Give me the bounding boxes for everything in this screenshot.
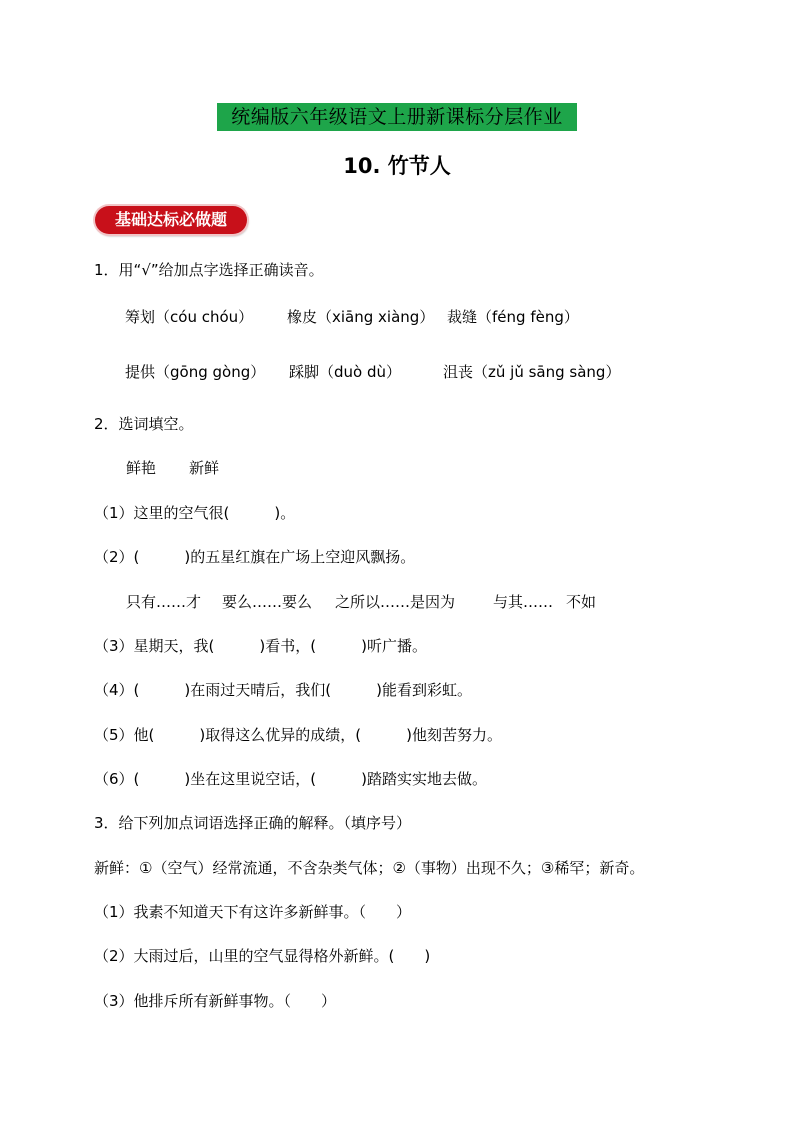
question-2-stem: 2．选词填空。 <box>94 415 194 433</box>
word-choice: 鲜艳 <box>126 459 157 477</box>
fill-blank-line: （4）( )在雨过天晴后，我们( )能看到彩虹。 <box>94 681 472 699</box>
lesson-title: 10. 竹节人 <box>343 154 451 178</box>
fill-blank-line: （1）我素不知道天下有这许多新鲜事。（ ） <box>94 903 412 921</box>
word-choice: 不如 <box>566 593 597 611</box>
pronunciation-item <box>289 361 401 383</box>
series-title: 统编版六年级语文上册新课标分层作业 <box>217 103 577 131</box>
item-pinyin: （xiāng xiàng） <box>317 308 435 326</box>
word-choice: 新鲜 <box>189 459 220 477</box>
pronunciation-item <box>125 306 253 328</box>
question-1-stem: 1．用“√”给加点字选择正确读音。 <box>94 261 324 279</box>
item-word: 筹划 <box>125 308 156 326</box>
item-word: 裁缝 <box>447 308 478 326</box>
item-pinyin: （féng fèng） <box>477 308 579 326</box>
item-word: 橡皮 <box>287 308 318 326</box>
word-choice: 要么……要么 <box>222 593 313 611</box>
definition-line: 新鲜：①（空气）经常流通，不含杂类气体；②（事物）出现不久；③稀罕；新奇。 <box>94 859 645 877</box>
pronunciation-item <box>443 361 620 383</box>
section-badge: 基础达标必做题 <box>95 206 247 234</box>
question-3-stem: 3．给下列加点词语选择正确的解释。（填序号） <box>94 814 412 832</box>
pronunciation-item <box>447 306 579 328</box>
fill-blank-line: （3）他排斥所有新鲜事物。（ ） <box>94 992 337 1010</box>
fill-blank-line: （1）这里的空气很( )。 <box>94 504 296 522</box>
fill-blank-line: （3）星期天，我( )看书，( )听广播。 <box>94 637 427 655</box>
item-pinyin: （duò dù） <box>319 363 402 381</box>
item-word: 踩脚 <box>289 363 320 381</box>
item-pinyin: （zǔ jǔ sāng sàng） <box>473 363 621 381</box>
fill-blank-line: （2）大雨过后，山里的空气显得格外新鲜。( ) <box>94 947 431 965</box>
item-word: 沮丧 <box>443 363 474 381</box>
fill-blank-line: （6）( )坐在这里说空话，( )踏踏实实地去做。 <box>94 770 487 788</box>
pronunciation-item <box>287 306 434 328</box>
item-pinyin: （gōng gòng） <box>155 363 266 381</box>
item-word: 提供 <box>125 363 156 381</box>
word-choice: 与其…… <box>493 593 554 611</box>
fill-blank-line: （5）他( )取得这么优异的成绩，( )他刻苦努力。 <box>94 726 502 744</box>
fill-blank-line: （2）( )的五星红旗在广场上空迎风飘扬。 <box>94 548 416 566</box>
item-pinyin: （cóu chóu） <box>155 308 254 326</box>
pronunciation-item <box>125 361 265 383</box>
word-choice: 只有……才 <box>126 593 202 611</box>
word-choice: 之所以……是因为 <box>335 593 456 611</box>
